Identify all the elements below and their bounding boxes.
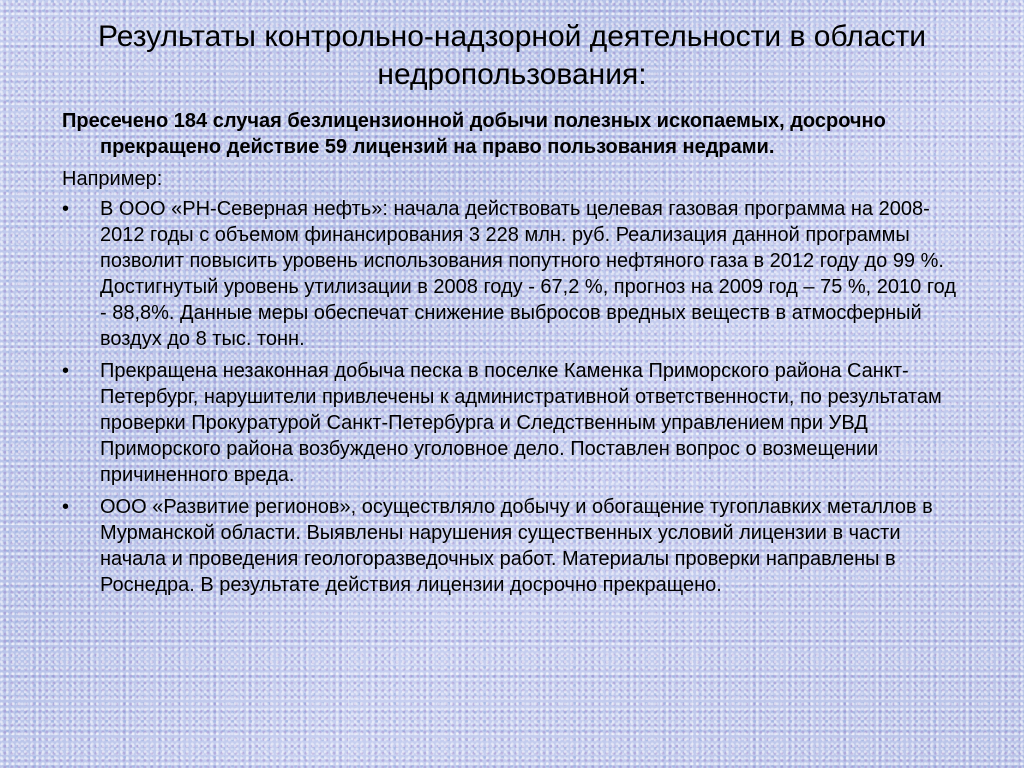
slide-title: Результаты контрольно-надзорной деятельности в области недропользования:	[98, 20, 926, 91]
list-item-text: Прекращена незаконная добыча песка в поселке Каменка Приморского района Санкт-Петербург, нарушители привлечены к административной ответственности, по результатам проверки Прокуратурой Санкт-Петербурга и Следственным управлением при УВД Приморского района возбуждено уголовное дело. Поставлен вопрос о возмещении причиненного вреда.	[100, 360, 942, 486]
bullet-list	[62, 196, 962, 598]
list-item-text: В ООО «РН-Северная нефть»: начала действовать целевая газовая программа на 2008-2012 годы с объемом финансирования 3 228 млн. руб. Реализация данной программы позволит повысить уровень использования попутного нефтяного газа в 2012 году до 99 %. Достигнутый уровень утилизации в 2008 году - 67,2 %, прогноз на 2009 год – 75 %, 2010 год - 88,8%. Данные меры обеспечат снижение выбросов вредных веществ в атмосферный воздух до 8 тыс. тонн.	[100, 198, 957, 350]
lead-statement: Пресечено 184 случая безлицензионной добычи полезных ископаемых, досрочно прекращено действие 59 лицензий на право пользования недрами.	[62, 110, 886, 158]
list-item-text: ООО «Развитие регионов», осуществляло добычу и обогащение тугоплавких металлов в Мурманской области. Выявлены нарушения существенных условий лицензии в части начала и проведения геологоразведочных работ. Материалы проверки направлены в Роснедра. В результате действия лицензии досрочно прекращено.	[100, 496, 933, 596]
list-item	[62, 196, 962, 352]
bullet-icon: •	[62, 198, 70, 220]
list-item	[62, 358, 962, 488]
intro-label: Например:	[62, 168, 163, 190]
bullet-icon: •	[62, 496, 70, 518]
list-item	[62, 494, 962, 598]
bullet-icon: •	[62, 360, 70, 382]
slide-body	[62, 108, 962, 604]
